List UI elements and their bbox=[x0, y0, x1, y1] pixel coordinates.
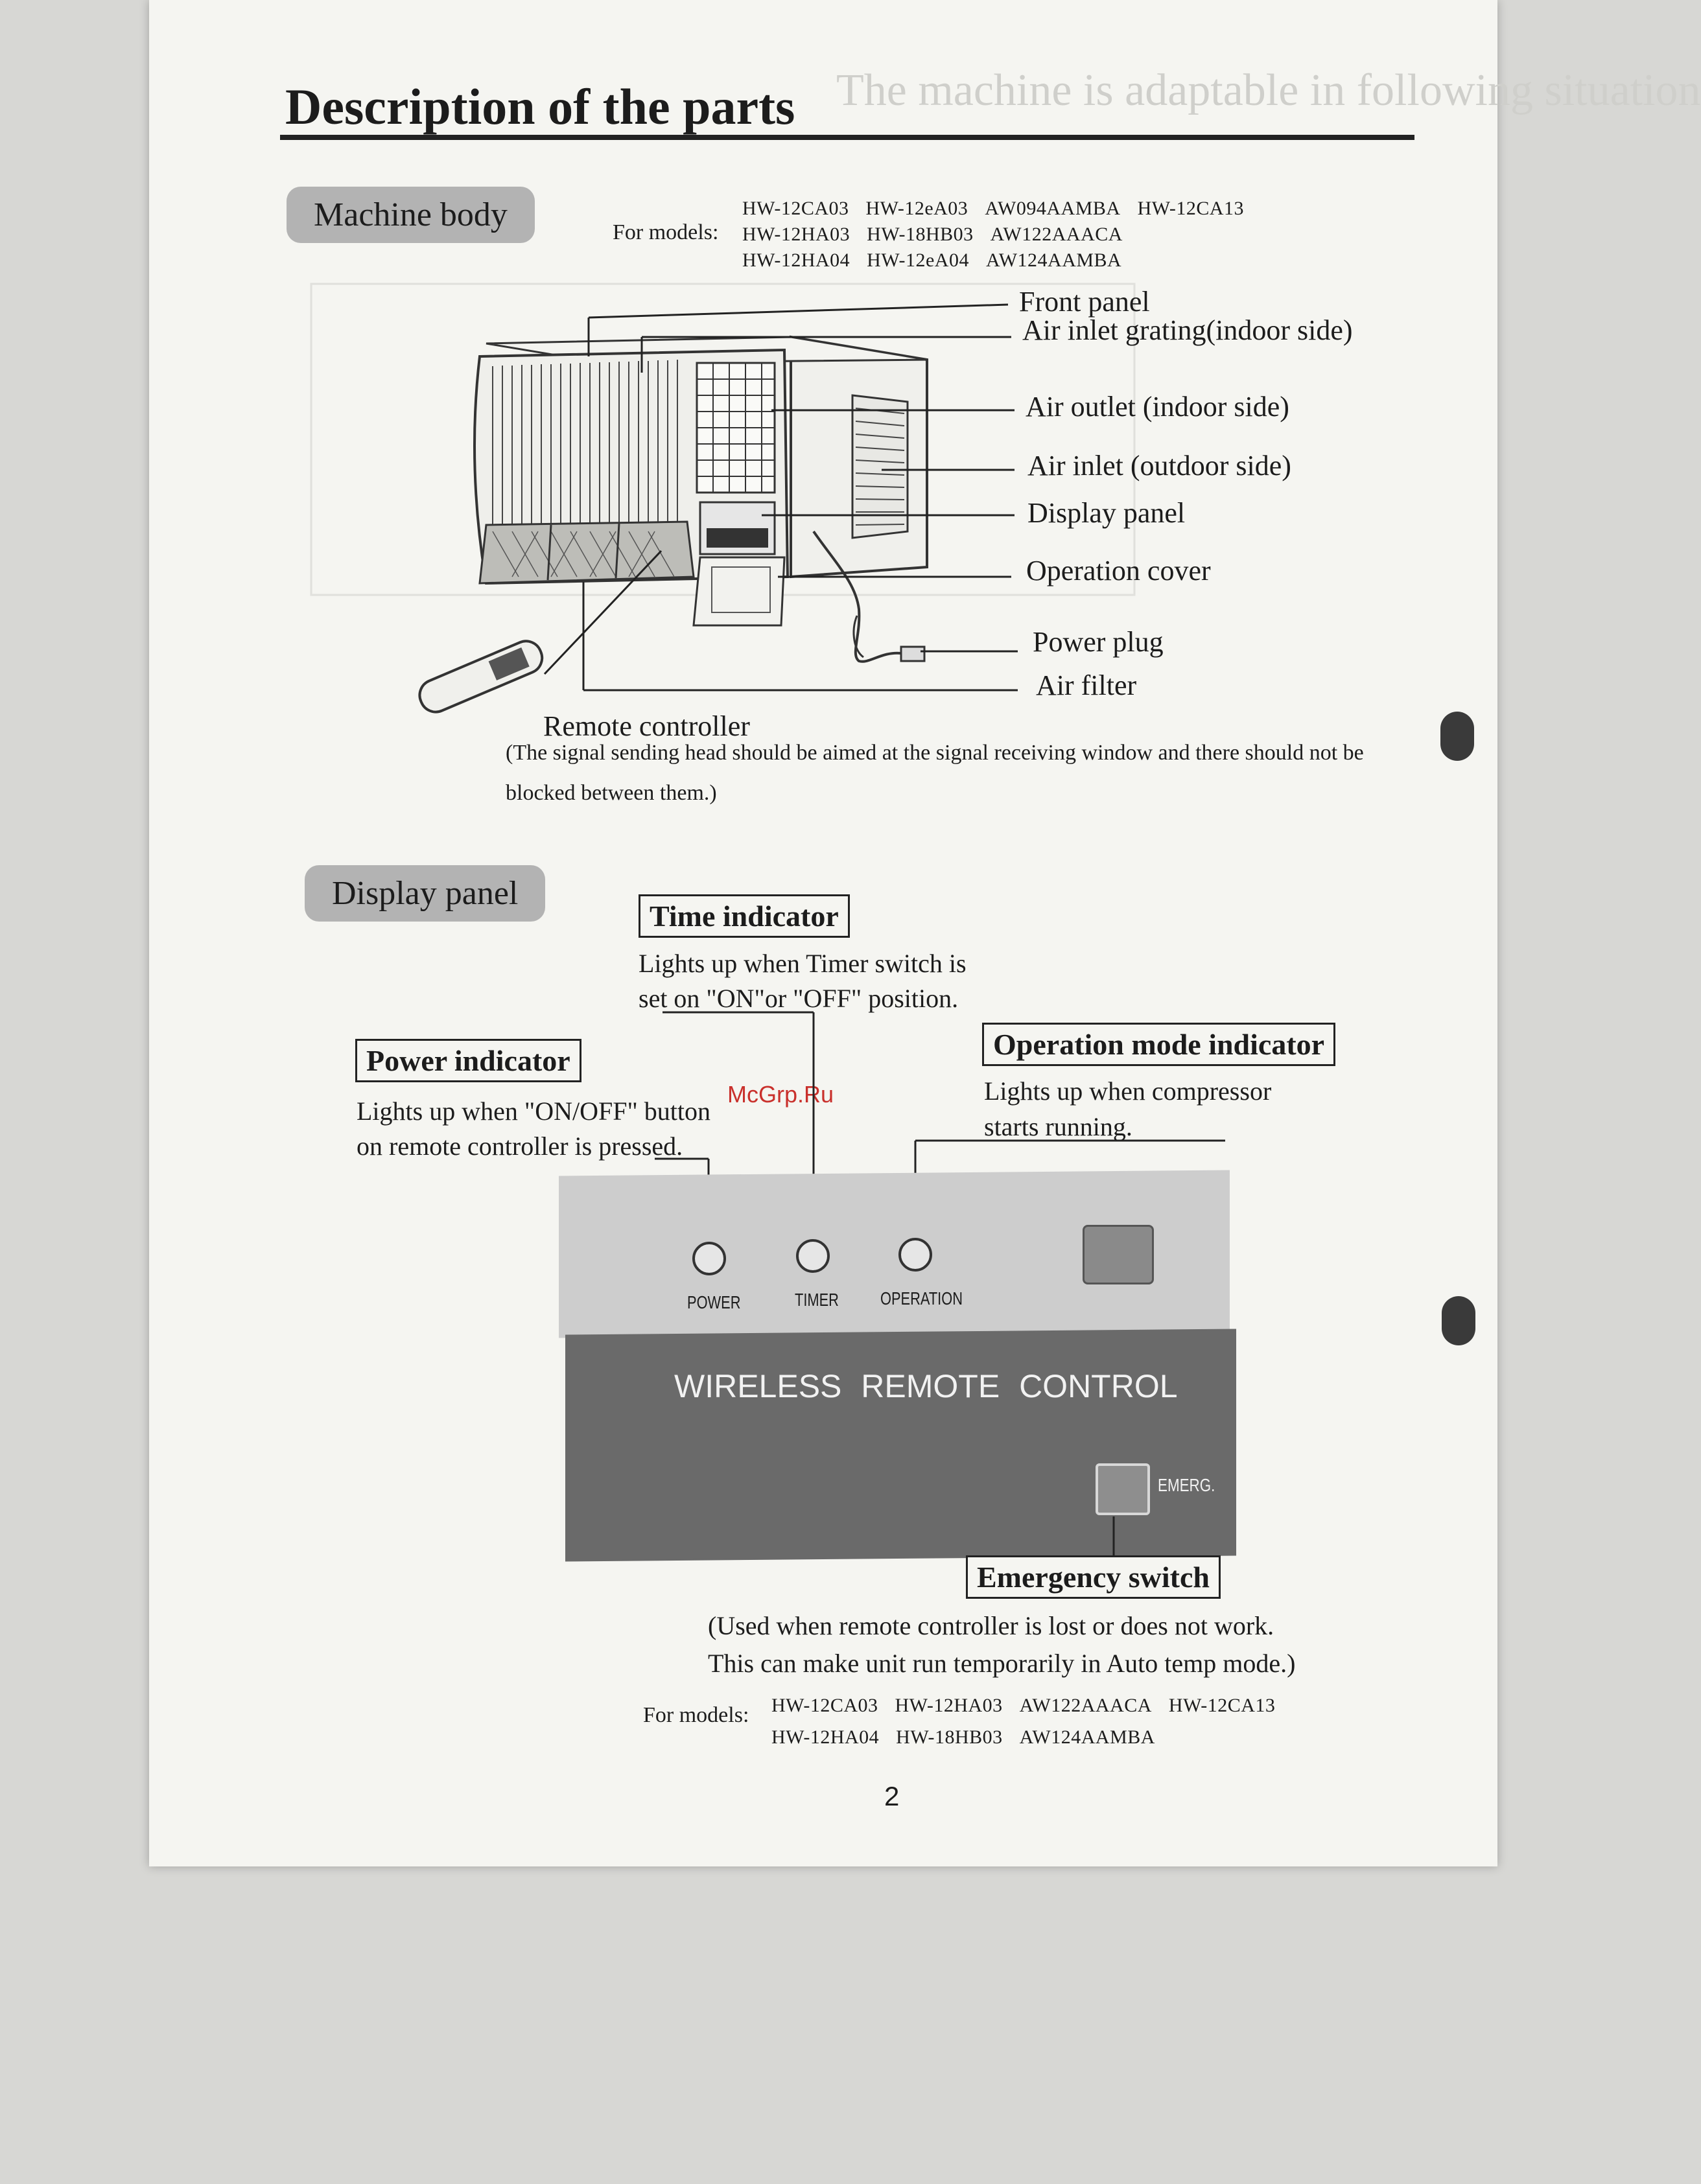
machine-body-label: Machine body bbox=[287, 187, 535, 243]
operation-mode-indicator-title: Operation mode indicator bbox=[982, 1023, 1335, 1066]
model-code: AW094AAMBA bbox=[985, 198, 1121, 219]
emerg-label: EMERG. bbox=[1158, 1475, 1215, 1495]
wireless-remote-control-text: WIRELESS REMOTE CONTROL bbox=[674, 1368, 1178, 1404]
callout-operation-cover: Operation cover bbox=[1026, 555, 1211, 587]
page-number: 2 bbox=[884, 1781, 900, 1811]
binder-hole-bottom bbox=[1442, 1296, 1475, 1345]
title-rule bbox=[280, 135, 1414, 140]
binder-hole-top bbox=[1440, 712, 1474, 761]
page-title: Description of the parts bbox=[285, 78, 795, 135]
model-code: HW-12CA03 bbox=[771, 1695, 878, 1716]
power-led bbox=[692, 1242, 726, 1275]
model-code: HW-12HA04 bbox=[771, 1726, 880, 1748]
operation-led bbox=[898, 1238, 932, 1272]
model-code: HW-12HA04 bbox=[742, 250, 850, 271]
display-panel-label: Display panel bbox=[305, 865, 545, 922]
power-led-label: POWER bbox=[687, 1292, 741, 1312]
remote-note-line-1: (The signal sending head should be aimed at the signal receiving window and there should not be bbox=[506, 741, 1364, 765]
timer-led bbox=[796, 1239, 830, 1273]
callout-air-inlet-grating: Air inlet grating(indoor side) bbox=[1022, 314, 1353, 346]
model-code: HW-12HA03 bbox=[895, 1695, 1003, 1716]
operation-mode-line-2: starts running. bbox=[984, 1112, 1132, 1141]
timer-led-label: TIMER bbox=[795, 1290, 839, 1310]
callout-air-inlet-outdoor: Air inlet (outdoor side) bbox=[1027, 450, 1291, 482]
model-code: HW-12CA03 bbox=[742, 198, 849, 219]
display-models-row-2 bbox=[771, 1726, 1172, 1748]
model-code: AW122AAACA bbox=[1019, 1695, 1152, 1716]
callout-front-panel: Front panel bbox=[1019, 286, 1150, 318]
power-indicator-title: Power indicator bbox=[355, 1039, 581, 1082]
emergency-switch-title: Emergency switch bbox=[966, 1555, 1221, 1599]
callout-power-plug: Power plug bbox=[1033, 626, 1164, 658]
machine-models-row-3 bbox=[742, 250, 1138, 272]
callout-display-panel: Display panel bbox=[1027, 497, 1186, 529]
machine-models-row-1 bbox=[742, 198, 1261, 220]
model-code: HW-12eA04 bbox=[867, 250, 969, 271]
callout-air-outlet: Air outlet (indoor side) bbox=[1026, 391, 1289, 423]
emergency-switch-line-1: (Used when remote controller is lost or does not work. bbox=[708, 1611, 1274, 1640]
machine-models-row-2 bbox=[742, 224, 1140, 246]
model-code: HW-12HA03 bbox=[742, 224, 850, 245]
display-panel-lower bbox=[565, 1329, 1236, 1561]
watermark: McGrp.Ru bbox=[727, 1081, 834, 1108]
model-code: HW-12CA13 bbox=[1168, 1695, 1276, 1716]
time-indicator-line-2: set on "ON"or "OFF" position. bbox=[639, 984, 959, 1013]
model-code: AW124AAMBA bbox=[985, 250, 1122, 271]
machine-models-label: For models: bbox=[613, 220, 719, 244]
air-conditioner-illustration bbox=[389, 272, 1037, 765]
remote-note-line-2: blocked between them.) bbox=[506, 781, 717, 805]
time-indicator-line-1: Lights up when Timer switch is bbox=[639, 949, 967, 978]
time-indicator-title: Time indicator bbox=[639, 894, 850, 938]
display-models-label: For models: bbox=[643, 1703, 749, 1727]
model-code: HW-12eA03 bbox=[865, 198, 968, 219]
emergency-switch-button[interactable] bbox=[1096, 1463, 1150, 1515]
model-code: HW-18HB03 bbox=[896, 1726, 1003, 1748]
ghost-title: The machine is adaptable in following situation bbox=[836, 65, 1701, 115]
model-code: AW122AAACA bbox=[990, 224, 1123, 245]
signal-receiver-window bbox=[1083, 1225, 1154, 1284]
power-indicator-line-2: on remote controller is pressed. bbox=[357, 1132, 683, 1161]
model-code: HW-12CA13 bbox=[1137, 198, 1245, 219]
callout-remote-controller: Remote controller bbox=[543, 710, 750, 742]
model-code: AW124AAMBA bbox=[1019, 1726, 1155, 1748]
emergency-switch-line-2: This can make unit run temporarily in Auto temp mode.) bbox=[708, 1649, 1296, 1678]
callout-air-filter: Air filter bbox=[1036, 669, 1137, 701]
power-indicator-line-1: Lights up when "ON/OFF" button bbox=[357, 1097, 711, 1126]
display-models-row-1 bbox=[771, 1695, 1292, 1717]
model-code: HW-18HB03 bbox=[867, 224, 974, 245]
operation-mode-line-1: Lights up when compressor bbox=[984, 1076, 1272, 1106]
operation-led-label: OPERATION bbox=[880, 1288, 963, 1308]
